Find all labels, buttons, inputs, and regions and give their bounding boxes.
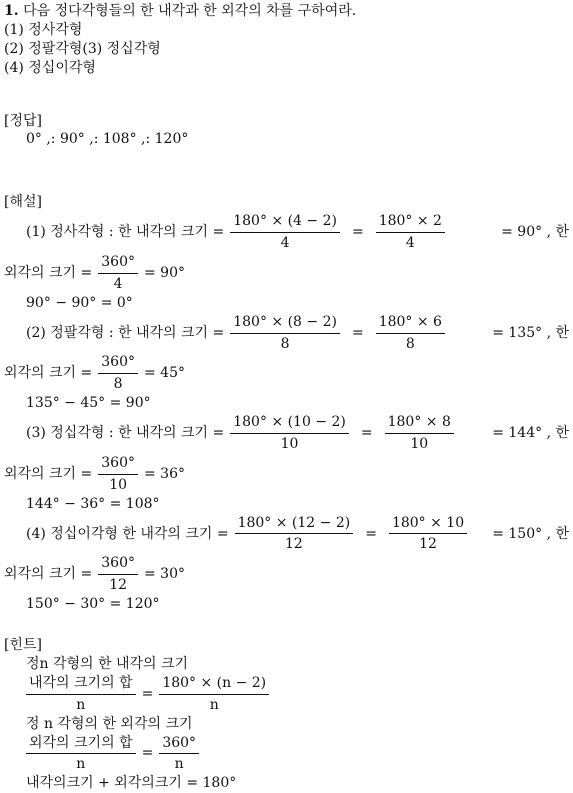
solution-result: = 135° , 한	[492, 324, 569, 341]
fraction	[376, 313, 445, 354]
solution-lead: (3) 정십각형 : 한 내각의 크기 =	[26, 425, 225, 442]
fraction-denominator: 4	[98, 273, 138, 294]
fraction-numerator: 180° × (10 − 2)	[233, 414, 346, 431]
fraction	[98, 353, 138, 394]
exterior-lead: 외각의 크기 =	[4, 566, 93, 583]
fraction	[389, 514, 467, 555]
fraction-denominator: 8	[230, 333, 340, 354]
fraction-denominator: n	[26, 694, 136, 715]
fraction-numerator: 180° × (8 − 2)	[233, 313, 337, 330]
hint-title: [힌트]	[4, 637, 42, 654]
fraction	[26, 734, 136, 775]
solution-exterior-row	[4, 554, 569, 595]
fraction-denominator: 10	[98, 474, 138, 495]
fraction	[230, 212, 340, 253]
fraction-denominator: 4	[230, 232, 340, 253]
fraction-denominator: 12	[389, 533, 467, 554]
solution-exterior-row	[4, 353, 569, 394]
fraction-denominator: 12	[98, 574, 138, 595]
question-text: 다음 정다각형들의 한 내각과 한 외각의 차를 구하여라.	[23, 3, 357, 19]
fraction-denominator: n	[26, 753, 136, 774]
exterior-lead: 외각의 크기 =	[4, 465, 93, 482]
fraction	[235, 514, 354, 555]
solution-exterior-row	[4, 454, 569, 495]
answer-title: [정답]	[4, 112, 42, 129]
fraction-numerator: 360°	[101, 254, 135, 271]
solution-interior-row: (3) 정십각형 : 한 내각의 크기 = $\frac{180^\circ \times (10 - 2)}{10}$ = $\frac{180^\circ \times 8}{10}$ = 144° , 한	[26, 414, 569, 453]
exterior-lead: 외각의 크기 =	[4, 365, 93, 382]
exterior-result: = 45°	[144, 365, 185, 382]
fraction-denominator: 8	[98, 373, 138, 394]
solution-interior-row: (2) 정팔각형 : 한 내각의 크기 = $\frac{180^\circ \times (8 - 2)}{8}$ = $\frac{180^\circ \times 6}{8}$ = 135° , 한	[26, 313, 569, 352]
question-line	[4, 2, 569, 21]
exterior-lead: 외각의 크기 =	[4, 264, 93, 281]
fraction	[230, 413, 349, 454]
fraction-denominator: 10	[385, 433, 454, 454]
fraction-numerator: 360°	[162, 734, 197, 751]
hint-line: 내각의크기 + 외각의크기 = 180°	[26, 775, 237, 792]
fraction-denominator: n	[159, 694, 269, 715]
fraction-numerator: 180° × (12 − 2)	[237, 514, 351, 531]
hint-formula-row: $\frac{\text{내각의 크기의 합}}{n}$ = $\frac{180^\circ \times (n - 2)}{n}$	[4, 674, 569, 715]
fraction-denominator: 12	[235, 533, 354, 554]
solution-title: [해설]	[4, 194, 42, 211]
solution-interior-row: (4) 정십이각형 한 내각의 크기 = $\frac{180^\circ \times (12 - 2)}{12}$ = $\frac{180^\circ \times 10}{12}$ = 150° , 한	[26, 514, 569, 553]
fraction	[159, 674, 269, 715]
fraction-numerator: 180° × 10	[391, 514, 465, 531]
fraction	[385, 413, 454, 454]
solution-difference: 150° − 30° = 120°	[26, 596, 160, 613]
solution-result: = 150° , 한	[492, 525, 569, 542]
fraction	[98, 554, 138, 595]
fraction	[98, 253, 138, 294]
fraction-numerator: 360°	[101, 555, 135, 572]
exterior-result: = 36°	[144, 465, 185, 482]
answer-text: 0° ,: 90° ,: 108° ,: 120°	[26, 131, 189, 148]
fraction-numerator: 180° × 2	[378, 213, 442, 230]
solution-difference: 90° − 90° = 0°	[26, 294, 133, 311]
solution-difference: 135° − 45° = 90°	[26, 395, 151, 412]
solution-result: = 144° , 한	[492, 425, 569, 442]
question-item: (1) 정사각형	[4, 21, 83, 38]
fraction-numerator: 외각의 크기의 합	[29, 734, 133, 751]
fraction-denominator: 4	[376, 232, 445, 253]
solution-difference: 144° − 36° = 108°	[26, 495, 160, 512]
solution-lead: (2) 정팔각형 : 한 내각의 크기 =	[26, 324, 225, 341]
solution-lead: (1) 정사각형 : 한 내각의 크기 =	[26, 224, 225, 241]
fraction	[98, 454, 138, 495]
hint-line: 정 n 각형의 한 외각의 크기	[26, 715, 193, 732]
question-item: (4) 정십이각형	[4, 59, 96, 76]
fraction	[376, 212, 445, 253]
fraction-numerator: 360°	[101, 454, 135, 471]
fraction-denominator: n	[159, 753, 199, 774]
exterior-result: = 90°	[144, 264, 185, 281]
fraction-numerator: 180° × (n − 2)	[162, 674, 267, 691]
fraction-numerator: 180° × 6	[378, 313, 442, 330]
fraction-numerator: 180° × (4 − 2)	[233, 213, 337, 230]
fraction-numerator: 360°	[101, 354, 135, 371]
fraction-numerator: 180° × 8	[387, 414, 451, 431]
fraction-denominator: 10	[230, 433, 349, 454]
solution-result: = 90° , 한	[501, 224, 569, 241]
solution-interior-row: (1) 정사각형 : 한 내각의 크기 = $\frac{180^\circ \times (4 - 2)}{4}$ = $\frac{180^\circ \times 2}{4}$ = 90° , 한	[26, 213, 569, 252]
solution-exterior-row	[4, 253, 569, 294]
solution-lead: (4) 정십이각형 한 내각의 크기 =	[26, 525, 229, 542]
question-item: (2) 정팔각형(3) 정십각형	[4, 40, 161, 57]
fraction	[26, 674, 136, 715]
exterior-result: = 30°	[144, 566, 185, 583]
fraction-numerator: 내각의 크기의 합	[29, 674, 133, 691]
fraction	[159, 734, 199, 775]
hint-formula-row: $\frac{\text{외각의 크기의 합}}{n}$ = $\frac{360^\circ}{n}$	[4, 734, 569, 775]
fraction-denominator: 8	[376, 333, 445, 354]
fraction	[230, 313, 340, 354]
hint-line: 정n 각형의 한 내각의 크기	[26, 655, 189, 672]
question-number: 1.	[4, 3, 19, 19]
